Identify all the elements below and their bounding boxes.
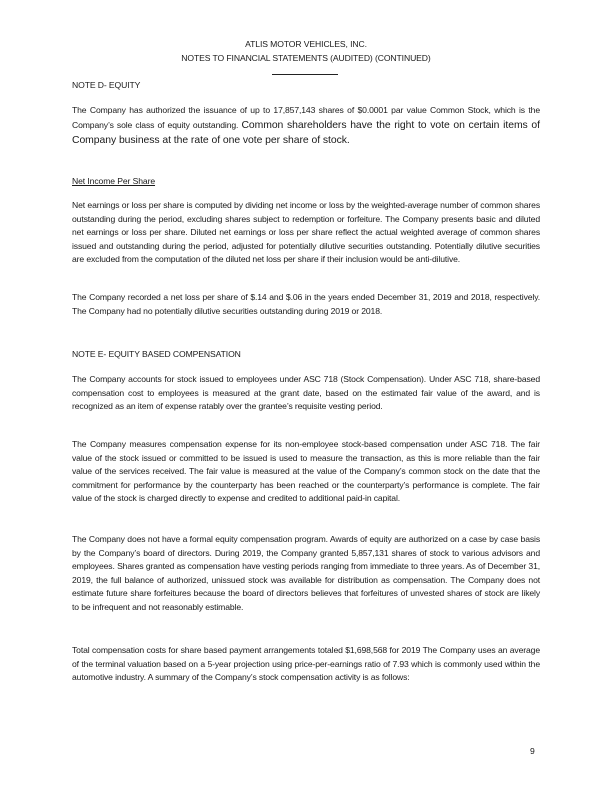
note-d-paragraph-1-text-large: Common shareholders have the right to vote on certain items of Company business at the rate of one vote per share of stock. <box>72 120 540 146</box>
note-d-paragraph-2: Net earnings or loss per share is computed by dividing net income or loss by the weighted-average number of common shares outstanding during the period, excluding shares subject to redemption or forfeiture. The Company presents basic and diluted net earnings or loss per share. Diluted net earnings or loss per share reflect the actual weighted average of common shares issued and outstanding during the period, adjusted for potentially dilutive securities outstanding. Potentially dilutive securities are excluded from the computation of the diluted net loss per share if their inclusion would be anti-dilutive. <box>72 200 540 264</box>
note-d-paragraph-3: The Company recorded a net loss per share of $.14 and $.06 in the years ended December 31, 2019 and 2018, respectively. The Company had no potentially dilutive securities outstanding during 2019 or 2018. <box>72 292 540 316</box>
note-e-paragraph-1: The Company accounts for stock issued to employees under ASC 718 (Stock Compensation). Under ASC 718, share-based compensation cost to employees is measured at the grant date, based on the estimated fair value of the award, and is recognized as an item of expense ratably over the grantee’s requisite vesting period. <box>72 374 540 411</box>
note-e-heading: NOTE E- EQUITY BASED COMPENSATION <box>72 349 241 359</box>
company-name-header: ATLIS MOTOR VEHICLES, INC. <box>245 39 367 49</box>
note-d-heading: NOTE D- EQUITY <box>72 80 141 90</box>
note-e-paragraph-4: Total compensation costs for share based payment arrangements totaled $1,698,568 for 2019 The Company uses an average of the terminal valuation based on a 5-year projection using price-per-earnings ratio of 7.93 which is commonly used within the automotive industry. A summary of the Company’s stock compensation activity is as follows: <box>72 645 540 682</box>
note-e-paragraph-2: The Company measures compensation expense for its non-employee stock-based compensation under ASC 718. The fair value of the stock issued or committed to be issued is used to measure the transaction, as this is more reliable than the fair value of the services received. The fair value is measured at the value of the Company’s common stock on the date that the commitment for performance by the counterparty has been reached or the counterparty’s performance is complete. The fair value of the stock is charged directly to expense and credited to additional paid-in capital. <box>72 439 540 503</box>
note-e-paragraph-3: The Company does not have a formal equity compensation program. Awards of equity are authorized on a case by case basis by the Company’s board of directors. During 2019, the Company granted 5,857,131 shares of stock to various advisors and employees. Shares granted as compensation have vesting periods ranging from immediate to three years. As of December 31, 2019, the full balance of authorized, unissued stock was available for distribution as compensation. The Company does not estimate future share forfeitures because the board of directors believes that forfeitures of unvested shares of stock are likely to be infrequent and not reasonably estimable. <box>72 534 540 612</box>
document-title-header: NOTES TO FINANCIAL STATEMENTS (AUDITED) (CONTINUED) <box>181 53 431 63</box>
header-divider <box>272 74 338 75</box>
net-income-per-share-subheading: Net Income Per Share <box>72 176 156 186</box>
note-d-paragraph-1-text-small: The Company has authorized the issuance of up to 17,857,143 shares of $0.0001 par value Common Stock, which is the Company’s sole class of equity outstanding. <box>72 105 540 130</box>
note-d-paragraph-1 <box>72 103 540 148</box>
page-number: 9 <box>530 746 535 756</box>
